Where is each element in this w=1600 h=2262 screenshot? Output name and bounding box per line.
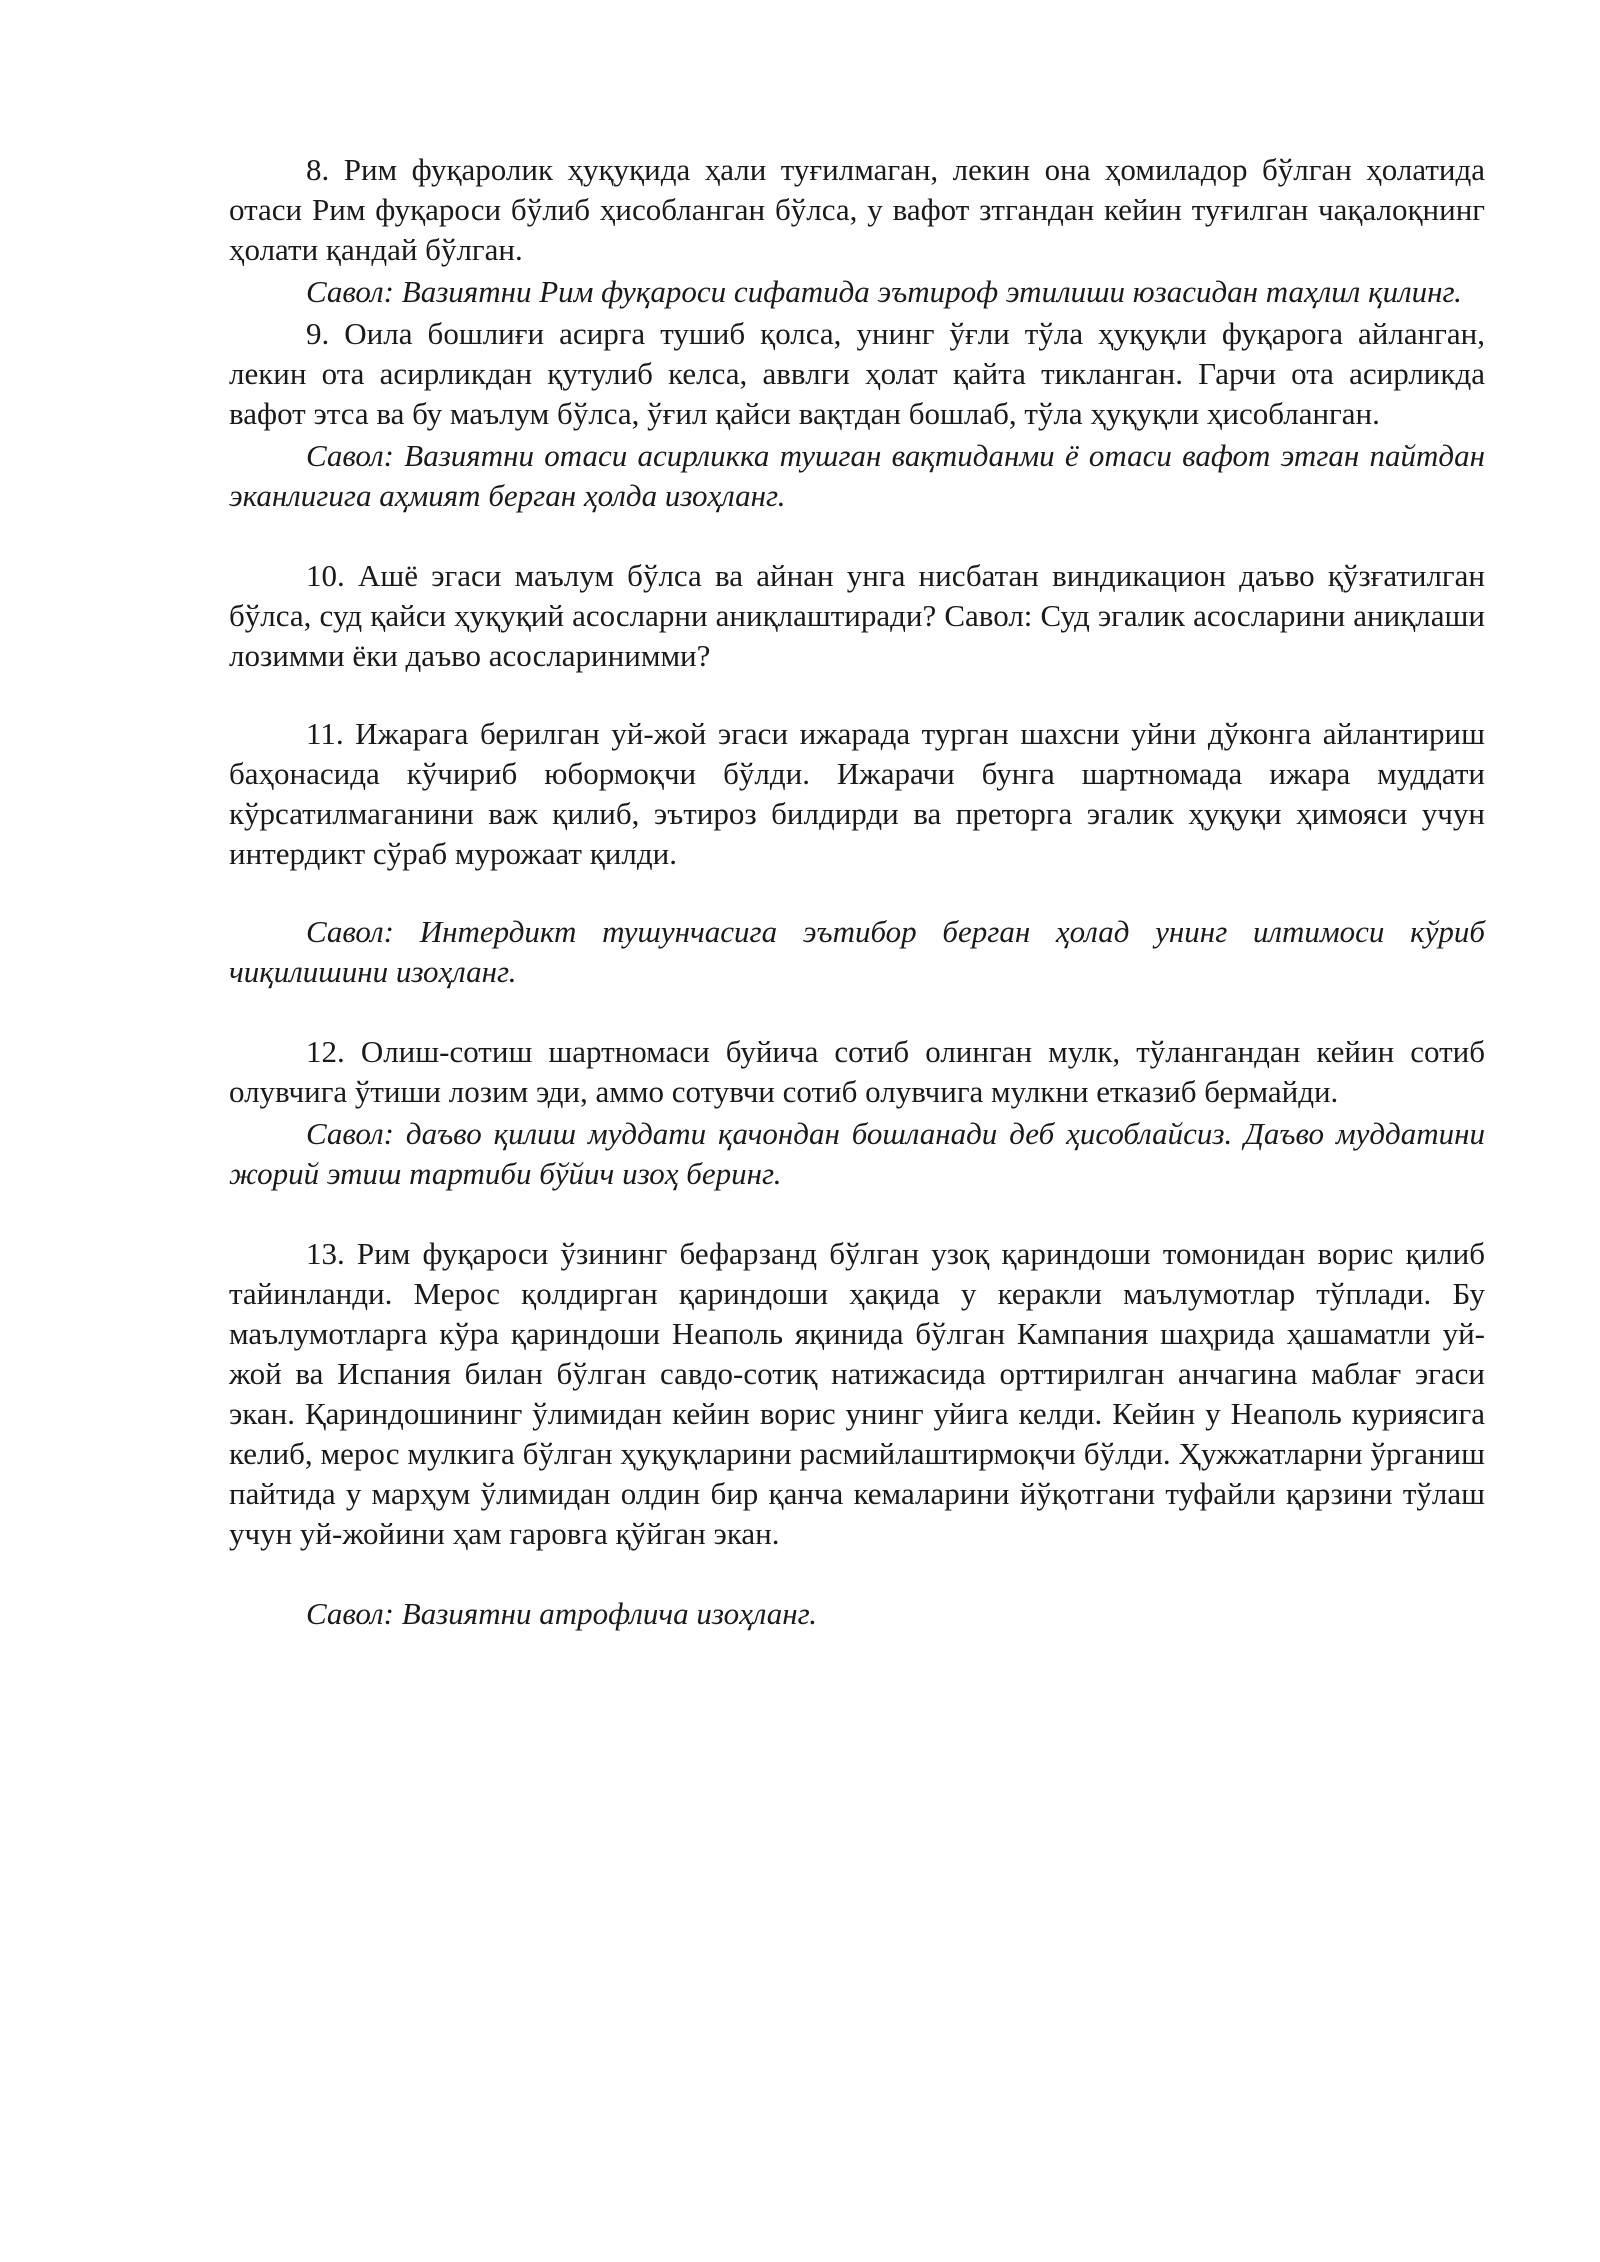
document-page bbox=[229, 150, 1485, 1634]
task-12-text: 12. Олиш-сотиш шартномаси буйича сотиб олинган мулк, тўлангандан кейин сотиб олувчига ўтиши лозим эди, аммо сотувчи сотиб олувчига мулкни етказиб бермайди. bbox=[229, 1034, 1485, 1109]
task-10-text: 10. Ашё эгаси маълум бўлса ва айнан унга нисбатан виндикацион даъво қўзғатилган бўлса, суд қайси ҳуқуқий асосларни аниқлаштиради? Савол: Суд эгалик асосларини аниқлаши лозимми ёки даъво асосларинимми? bbox=[229, 558, 1485, 673]
task-9-text: 9. Оила бошлиғи асирга тушиб қолса, унинг ўғли тўла ҳуқуқли фуқарога айланган, лекин ота асирликдан қутулиб келса, аввлги ҳолат қайта тикланган. Гарчи ота асирликда вафот этса ва бу маълум бўлса, ўғил қайси вақтдан бошлаб, тўла ҳуқуқли ҳисобланган. bbox=[229, 316, 1485, 431]
task-11-question: Савол: Интердикт тушунчасига эътибор берган ҳолад унинг илтимоси кўриб чиқилишини изоҳланг. bbox=[229, 914, 1485, 989]
task-11-text: 11. Ижарага берилган уй-жой эгаси ижарада турган шахсни уйни дўконга айлантириш баҳонасида кўчириб юбормоқчи бўлди. Ижарачи бунга шартномада ижара муддати кўрсатилмаганини важ қилиб, эътироз билдирди ва преторга эгалик ҳуқуқи ҳимояси учун интердикт сўраб мурожаат қилди. bbox=[229, 716, 1485, 871]
task-8-text: 8. Рим фуқаролик ҳуқуқида ҳали туғилмаган, лекин она ҳомиладор бўлган ҳолатида отаси Рим фуқароси бўлиб ҳисобланган бўлса, у вафот зтгандан кейин туғилган чақалоқнинг ҳолати қандай бўлган. bbox=[229, 152, 1485, 267]
task-9-question: Савол: Вазиятни отаси асирликка тушган вақтиданми ё отаси вафот этган пайтдан эканлигига аҳмият берган ҳолда изоҳланг. bbox=[229, 438, 1485, 513]
task-13-text: 13. Рим фуқароси ўзининг бефарзанд бўлган узоқ қариндоши томонидан ворис қилиб тайинланди. Мерос қолдирган қариндоши ҳақида у керакли маълумотлар тўплади. Бу маълумотларга кўра қариндоши Неаполь яқинида бўлган Кампания шаҳрида ҳашаматли уй-жой ва Испания билан бўлган савдо-сотиқ натижасида орттирилган анчагина маблағ эгаси экан. Қариндошининг ўлимидан кейин ворис унинг уйига келди. Кейин у Неаполь куриясига келиб, мерос мулкига бўлган ҳуқуқларини расмийлаштирмоқчи бўлди. Ҳужжатларни ўрганиш пайтида у марҳум ўлимидан олдин бир қанча кемаларини йўқотгани туфайли қарзини тўлаш учун уй-жойини ҳам гаровга қўйган экан. bbox=[229, 1236, 1485, 1551]
task-13-question: Савол: Вазиятни атрофлича изоҳланг. bbox=[306, 1596, 818, 1631]
task-8-question: Савол: Вазиятни Рим фуқароси сифатида эътироф этилиши юзасидан таҳлил қилинг. bbox=[306, 274, 1462, 309]
task-12-question: Савол: даъво қилиш муддати қачондан бошланади деб ҳисоблайсиз. Даъво муддатини жорий этиш тартиби бўйич изоҳ беринг. bbox=[229, 1116, 1485, 1191]
